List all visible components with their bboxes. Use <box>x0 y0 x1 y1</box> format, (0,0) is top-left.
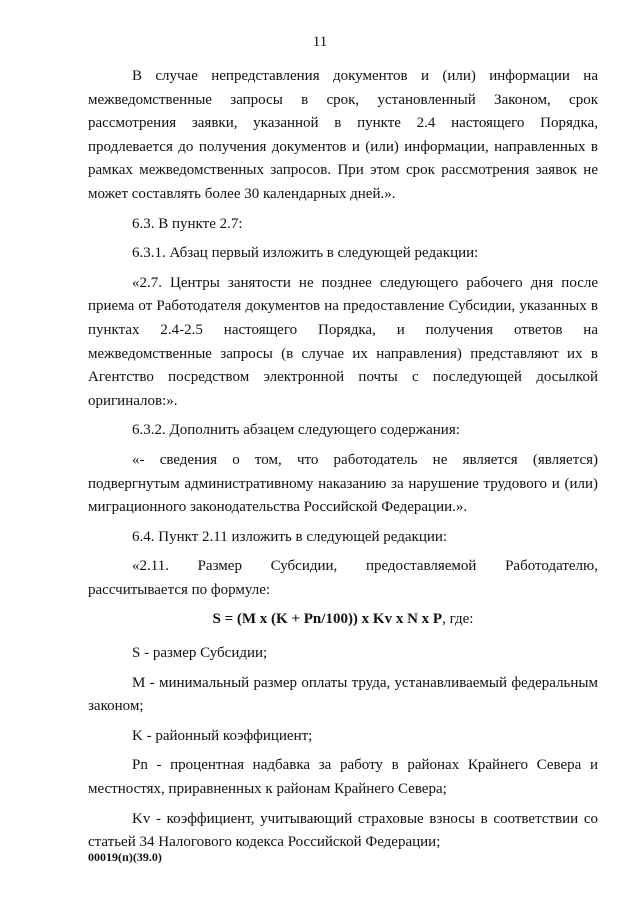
definition-s: S - размер Субсидии; <box>132 645 268 662</box>
formula-expression: S = (M x (K + Pn/100)) x Kv x N x P <box>212 611 443 628</box>
page-number: 11 <box>312 34 328 50</box>
paragraph-item-2-11-text: «2.11. Размер Субсидии, предоставляемой Работодателю, рассчитывается по формуле: <box>88 558 598 598</box>
paragraph-item-6-3-1: 6.3.1. Абзац первый изложить в следующей редакции: <box>132 245 479 262</box>
definition-k: K - районный коэффициент; <box>132 727 313 744</box>
paragraph-item-6-4: 6.4. Пункт 2.11 изложить в следующей редакции: <box>132 528 448 545</box>
paragraph-item-6-3: 6.3. В пункте 2.7: <box>132 215 243 232</box>
definition-pn: Pn - процентная надбавка за работу в районах Крайнего Севера и местностях, приравненных к районам Крайнего Севера; <box>88 757 598 798</box>
paragraph-item-2-7-text: «2.7. Центры занятости не позднее следующего рабочего дня после приема от Работодателя документов на предоставление Субсидии, указанных в пунктах 2.4-2.5 настоящего Порядка, и получения ответов на межведомственные запросы (в случае их направления) представляют их в Агентство посредством электронной почты с последующей досылкой оригиналов:». <box>88 274 598 409</box>
document-code: 00019(п)(39.0) <box>88 850 162 864</box>
definition-m: M - минимальный размер оплаты труда, устанавливаемый федеральным законом; <box>88 674 598 715</box>
document-body <box>88 65 598 861</box>
formula-suffix: , где: <box>442 611 474 628</box>
subsidy-formula <box>88 608 598 632</box>
paragraph-item-6-3-2: 6.3.2. Дополнить абзацем следующего содержания: <box>132 422 460 439</box>
paragraph-review-period: В случае непредставления документов и (или) информации на межведомственные запросы в срок, установленный Законом, срок рассмотрения заявки, указанной в пункте 2.4 настоящего Порядка, продлевается до получения документов и (или) информации, направленных в рамках межведомственных запросов. При этом срок рассмотрения заявок не может составлять более 30 календарных дней.». <box>88 68 598 202</box>
definition-kv: Kv - коэффициент, учитывающий страховые взносы в соответствии со статьей 34 Налогового кодекса Российской Федерации; <box>88 810 598 851</box>
paragraph-employer-info: «- сведения о том, что работодатель не является (является) подвергнутым административному наказанию за нарушение трудового и (или) миграционного законодательства Российской Федерации.». <box>88 451 598 516</box>
